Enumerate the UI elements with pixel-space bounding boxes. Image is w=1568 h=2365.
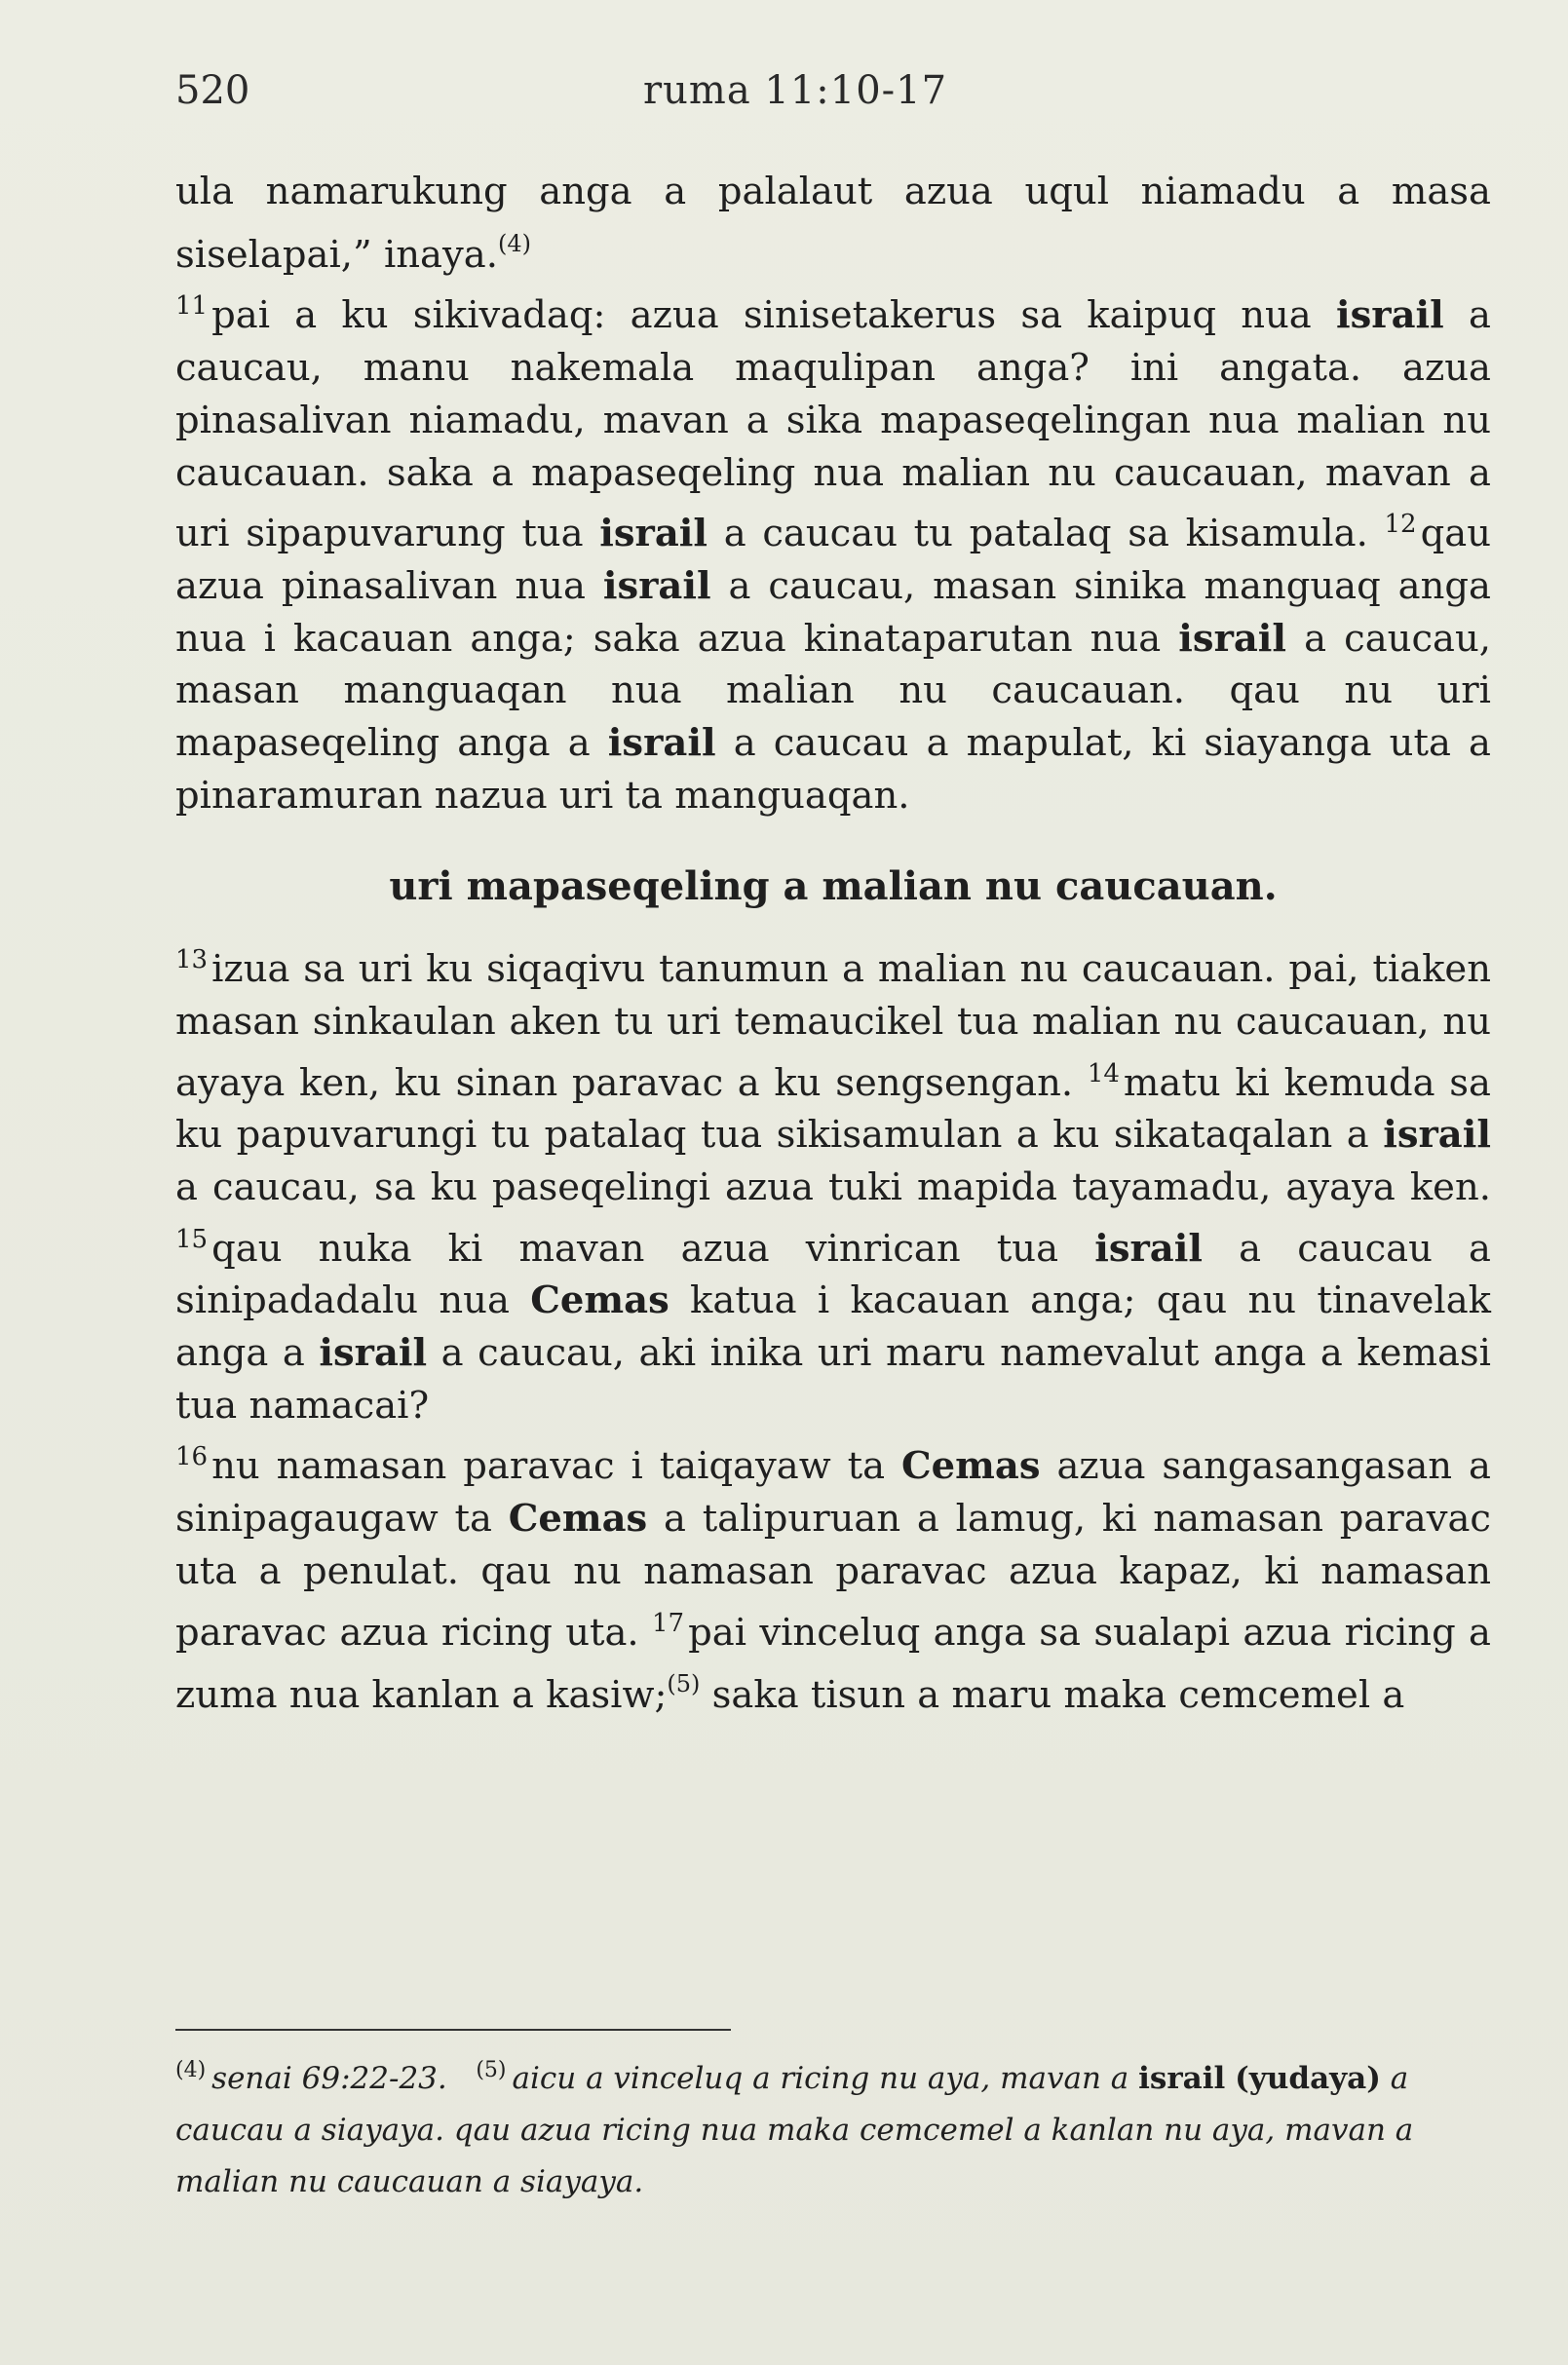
verse-text: a talipuruan a lamug, ki namasan paravac uta a penulat. qau nu namasan paravac azua kapaz, ki namasan paravac azua ricing uta. <box>175 1497 1491 1655</box>
verse-text: qau azua pinasalivan nua <box>175 512 1491 608</box>
footnote-number: (5) <box>476 2058 507 2082</box>
verse-text: a caucau a mapulat, ki siayanga uta a pinaramuran nazua uri ta manguaqan. <box>175 721 1491 818</box>
bold-term: israil <box>1138 2061 1226 2096</box>
bold-term: israil <box>599 512 708 556</box>
verse-text: nu namasan paravac i taiqayaw ta <box>211 1444 902 1489</box>
verse-number-13: 13 <box>175 945 209 975</box>
paragraph-text: ula namarukung anga a palalaut azua uqul niamadu a masa siselapai,” inaya. <box>175 170 1491 277</box>
verse-text: a caucau tu patalaq sa kisamula. <box>708 512 1385 556</box>
footnote-number: (4) <box>175 2058 207 2082</box>
bold-term: israil <box>1178 616 1287 661</box>
footnote-4 <box>175 2044 1491 2208</box>
footnotes <box>175 2044 1491 2208</box>
verse-number-11: 11 <box>175 291 209 322</box>
verse-number-16: 16 <box>175 1442 209 1472</box>
verse-text: a caucau, sa ku paseqelingi azua tuki mapida tayamadu, ayaya ken. <box>175 1164 1491 1209</box>
verse-text: a caucau, manu nakemala maqulipan anga? ini angata. azua pinasalivan niamadu, mavan a sika mapaseqelingan nua malian nu caucauan. saka a mapaseqeling nua malian nu caucauan, mavan a uri sipapuvarung tua <box>175 293 1491 556</box>
bold-term: Cemas <box>901 1444 1041 1489</box>
verse-paragraph-16-17 <box>175 1431 1491 1722</box>
paragraph-continuation <box>175 166 1491 281</box>
verse-text: katua i kacauan anga; qau nu tinavelak anga a <box>175 1278 1492 1376</box>
verse-text: izua sa uri ku siqaqivu tanumun a malian nu caucauan. pai, tiaken masan sinkaulan aken tu uri temaucikel tua malian nu caucauan, nu ayaya ken, ku sinan paravac a ku sengsengan. <box>175 947 1491 1105</box>
verse-text: qau nuka ki mavan azua vinrican tua <box>211 1226 1095 1271</box>
verse-number-15: 15 <box>175 1224 209 1254</box>
bold-term: israil <box>1383 1113 1491 1158</box>
verse-text: azua sangasangasan a sinipagaugaw ta <box>175 1444 1491 1542</box>
verse-number-12: 12 <box>1384 510 1417 540</box>
verse-text: matu ki kemuda sa ku papuvarungi tu patalaq tua sikisamulan a ku sikataqalan a <box>175 1060 1492 1158</box>
verse-number-14: 14 <box>1087 1058 1120 1088</box>
bold-term: israil <box>1094 1226 1203 1271</box>
bold-term: israil <box>319 1331 428 1376</box>
verse-text: a caucau, aki inika uri maru namevalut anga a kemasi tua namacai? <box>175 1331 1491 1428</box>
page-header <box>175 68 1412 127</box>
verse-text: pai a ku sikivadaq: azua sinisetakerus sa kaipuq nua <box>211 293 1336 338</box>
footnote-text: a caucau a siayaya. qau azua ricing nua maka cemcemel a kanlan nu aya, mavan a malian nu caucauan a siayaya. <box>175 2061 1414 2199</box>
verse-text: a caucau, masan manguaqan nua malian nu caucauan. qau nu uri mapaseqeling anga a <box>175 616 1491 766</box>
verse-text: saka tisun a maru maka cemcemel a <box>700 1673 1405 1718</box>
running-title: ruma 11:10-17 <box>643 68 948 113</box>
bold-term: israil <box>1336 293 1444 338</box>
bold-term: israil <box>602 563 711 608</box>
footnote-text: aicu a vinceluq a ricing nu aya, mavan a <box>512 2061 1139 2096</box>
verse-number-17: 17 <box>652 1608 685 1638</box>
verse-paragraph-13-15 <box>175 935 1491 1431</box>
footnote-divider <box>175 2029 731 2031</box>
verse-text: a caucau, masan sinika manguaq anga nua i kacauan anga; saka azua kinataparutan nua <box>175 563 1491 661</box>
verse-text: a caucau a sinipadadalu nua <box>175 1226 1491 1323</box>
bold-term: Cemas <box>530 1278 669 1323</box>
bold-term: Cemas <box>508 1497 648 1542</box>
main-text <box>175 166 1491 1722</box>
verse-paragraph-11-12 <box>175 281 1491 821</box>
footnote-ref-4[interactable]: (4) <box>497 229 531 257</box>
section-heading: uri mapaseqeling a malian nu caucauan. <box>389 863 1278 910</box>
page-number: 520 <box>175 68 250 113</box>
verse-text: pai vinceluq anga sa sualapi azua ricing a zuma nua kanlan a kasiw; <box>175 1610 1491 1718</box>
bold-term: (yudaya) <box>1235 2061 1381 2096</box>
footnote-ref-5[interactable]: (5) <box>667 1670 701 1698</box>
footnote-text: senai 69:22-23. <box>211 2061 447 2096</box>
bold-term: israil <box>607 721 716 766</box>
